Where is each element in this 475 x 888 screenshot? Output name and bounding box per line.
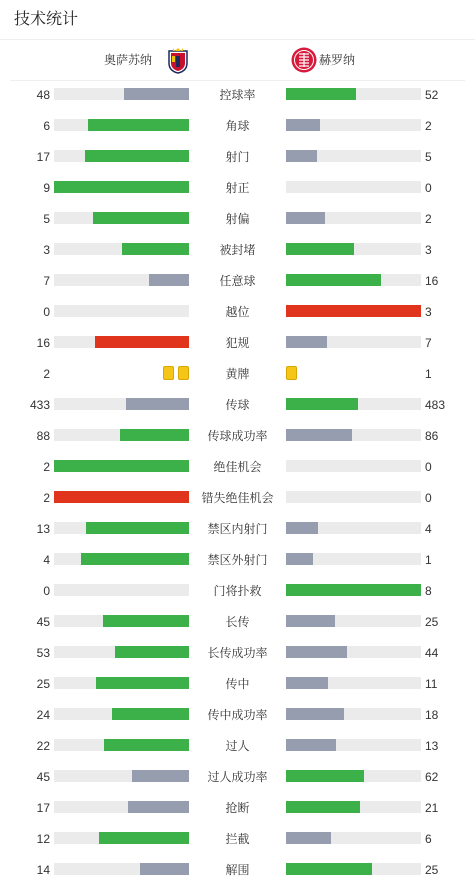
stat-row xyxy=(0,422,475,453)
away-stat-bar-fill xyxy=(286,770,364,782)
home-stat-value: 0 xyxy=(43,584,50,598)
home-stat-bar xyxy=(54,88,189,100)
home-stat-bar-fill xyxy=(85,150,189,162)
home-stat-bar xyxy=(54,491,189,503)
stat-label: 绝佳机会 xyxy=(213,460,262,474)
page-title: 技术统计 xyxy=(14,11,79,28)
away-stat-value: 8 xyxy=(425,584,432,598)
home-stat-bar-fill xyxy=(115,646,189,658)
away-stat-bar xyxy=(286,522,421,534)
away-stat-bar-fill xyxy=(286,553,313,565)
away-stat-bar-fill xyxy=(286,336,327,348)
stat-label: 射偏 xyxy=(225,212,250,226)
away-stat-bar-fill xyxy=(286,584,421,596)
stat-row xyxy=(0,639,475,670)
away-stat-value: 2 xyxy=(425,212,432,226)
osasuna-crest-icon[interactable] xyxy=(167,47,189,74)
stat-label: 长传 xyxy=(225,615,250,629)
away-stat-value: 16 xyxy=(425,274,439,288)
away-stat-bar-fill xyxy=(286,398,358,410)
stat-label: 门将扑救 xyxy=(213,584,262,598)
home-stat-bar xyxy=(54,305,189,317)
home-stat-bar xyxy=(54,243,189,255)
home-stat-bar-fill xyxy=(54,460,189,472)
away-stat-bar xyxy=(286,646,421,658)
home-stat-bar-fill xyxy=(140,863,189,875)
stat-label: 传球 xyxy=(225,398,250,412)
home-stat-bar xyxy=(54,615,189,627)
stat-row xyxy=(0,174,475,205)
home-stat-value: 53 xyxy=(36,646,50,660)
away-stat-bar-fill xyxy=(286,677,328,689)
home-stat-value: 16 xyxy=(36,336,50,350)
stat-row xyxy=(0,453,475,484)
stat-row xyxy=(0,732,475,763)
away-stat-bar-fill xyxy=(286,832,331,844)
home-stat-value: 2 xyxy=(43,491,50,505)
away-stat-value: 2 xyxy=(425,119,432,133)
stat-label: 被封堵 xyxy=(219,243,256,257)
home-stat-value: 14 xyxy=(36,863,50,877)
away-stat-value: 7 xyxy=(425,336,432,350)
stat-label: 传中成功率 xyxy=(207,708,268,722)
home-stat-value: 3 xyxy=(43,243,50,257)
away-stat-bar xyxy=(286,181,421,193)
home-stat-bar xyxy=(54,863,189,875)
away-stat-bar-fill xyxy=(286,305,421,317)
away-stat-bar xyxy=(286,429,421,441)
yellow-card-icon xyxy=(286,366,297,380)
stat-label: 越位 xyxy=(225,305,250,319)
home-stat-bar xyxy=(54,212,189,224)
away-stat-bar xyxy=(286,212,421,224)
stat-row xyxy=(0,298,475,329)
away-stat-value: 52 xyxy=(425,88,439,102)
home-stat-value: 13 xyxy=(36,522,50,536)
home-stat-bar xyxy=(54,770,189,782)
stat-label: 过人成功率 xyxy=(207,770,268,784)
away-stat-bar xyxy=(286,863,421,875)
stat-label: 拦截 xyxy=(225,832,250,846)
away-stat-bar-fill xyxy=(286,863,372,875)
home-stat-bar-fill xyxy=(120,429,189,441)
home-stat-bar xyxy=(54,646,189,658)
away-stat-bar-fill xyxy=(286,646,347,658)
home-stat-bar xyxy=(54,119,189,131)
stat-row xyxy=(0,267,475,298)
away-stat-bar xyxy=(286,491,421,503)
stat-row xyxy=(0,794,475,825)
home-stat-bar xyxy=(54,553,189,565)
stat-label: 禁区外射门 xyxy=(207,553,268,567)
away-stat-bar xyxy=(286,460,421,472)
away-stat-bar xyxy=(286,584,421,596)
home-stat-bar-fill xyxy=(88,119,189,131)
home-stat-bar-fill xyxy=(122,243,190,255)
away-stat-value: 25 xyxy=(425,863,439,877)
away-stat-value: 5 xyxy=(425,150,432,164)
home-stat-bar xyxy=(54,274,189,286)
home-stat-value: 17 xyxy=(36,150,50,164)
home-stat-bar xyxy=(54,801,189,813)
home-stat-value: 17 xyxy=(36,801,50,815)
stat-label: 射正 xyxy=(225,181,250,195)
stat-row xyxy=(0,515,475,546)
away-stat-bar xyxy=(286,150,421,162)
home-stat-bar-fill xyxy=(132,770,189,782)
home-stat-value: 433 xyxy=(29,398,50,412)
home-stat-bar-fill xyxy=(126,398,189,410)
away-stat-bar xyxy=(286,615,421,627)
stat-row xyxy=(0,205,475,236)
home-stat-value: 2 xyxy=(43,367,50,381)
away-stat-value: 6 xyxy=(425,832,432,846)
stat-label: 任意球 xyxy=(219,274,256,288)
home-stat-value: 88 xyxy=(36,429,50,443)
away-stat-bar xyxy=(286,119,421,131)
stat-row xyxy=(0,577,475,608)
away-stat-bar-fill xyxy=(286,88,356,100)
away-stat-value: 44 xyxy=(425,646,439,660)
home-stat-bar xyxy=(54,181,189,193)
away-team-name[interactable]: 赫罗纳 xyxy=(319,53,356,67)
away-stat-bar xyxy=(286,305,421,317)
away-stat-value: 4 xyxy=(425,522,432,536)
stat-label: 犯规 xyxy=(225,336,250,350)
away-stat-bar xyxy=(286,398,421,410)
away-stat-value: 18 xyxy=(425,708,439,722)
away-stat-bar-fill xyxy=(286,615,335,627)
home-stat-value: 12 xyxy=(36,832,50,846)
home-stat-value: 45 xyxy=(36,770,50,784)
home-stat-bar-fill xyxy=(112,708,189,720)
stat-row xyxy=(0,763,475,794)
away-stat-value: 62 xyxy=(425,770,439,784)
stat-row xyxy=(0,236,475,267)
home-stat-bar-fill xyxy=(99,832,189,844)
yellow-card-icon xyxy=(178,366,189,380)
home-stat-bar xyxy=(54,429,189,441)
home-stat-bar xyxy=(54,708,189,720)
away-stat-bar xyxy=(286,708,421,720)
home-stat-bar xyxy=(54,522,189,534)
away-stat-bar-fill xyxy=(286,212,325,224)
away-stat-bar-fill xyxy=(286,708,344,720)
away-stat-bar xyxy=(286,88,421,100)
home-stat-value: 4 xyxy=(43,553,50,567)
home-stat-bar-fill xyxy=(81,553,189,565)
away-stat-value: 13 xyxy=(425,739,439,753)
stat-label: 解围 xyxy=(225,863,250,877)
home-stat-bar xyxy=(54,336,189,348)
home-stat-value: 6 xyxy=(43,119,50,133)
home-team-name[interactable]: 奥萨苏纳 xyxy=(103,53,152,67)
home-stat-value: 7 xyxy=(43,274,50,288)
stat-label: 长传成功率 xyxy=(207,646,268,660)
home-stat-bar xyxy=(54,677,189,689)
stat-row xyxy=(0,484,475,515)
away-stat-bar xyxy=(286,770,421,782)
home-stat-bar-fill xyxy=(96,677,189,689)
stat-label: 黄牌 xyxy=(225,367,250,381)
away-stat-value: 1 xyxy=(425,553,432,567)
stat-row xyxy=(0,360,475,391)
home-stat-bar-fill xyxy=(93,212,189,224)
home-stat-value: 25 xyxy=(36,677,50,691)
away-stat-bar xyxy=(286,243,421,255)
away-stat-value: 0 xyxy=(425,491,432,505)
away-stat-bar-fill xyxy=(286,150,317,162)
home-stat-bar xyxy=(54,460,189,472)
home-stat-bar xyxy=(54,150,189,162)
stat-label: 传球成功率 xyxy=(207,429,268,443)
home-stat-bar-fill xyxy=(128,801,189,813)
home-stat-bar-fill xyxy=(103,615,189,627)
home-stat-bar xyxy=(54,398,189,410)
away-stat-bar-fill xyxy=(286,274,381,286)
away-stat-value: 21 xyxy=(425,801,439,815)
home-stat-value: 9 xyxy=(43,181,50,195)
home-stat-bar-fill xyxy=(54,181,189,193)
home-stat-bar-fill xyxy=(149,274,190,286)
stat-row xyxy=(0,856,475,887)
away-stat-bar xyxy=(286,274,421,286)
home-stat-bar-fill xyxy=(95,336,190,348)
home-stat-bar xyxy=(54,832,189,844)
away-stat-bar xyxy=(286,553,421,565)
away-stat-value: 483 xyxy=(425,398,446,412)
away-stat-bar-fill xyxy=(286,522,318,534)
home-stat-value: 0 xyxy=(43,305,50,319)
away-stat-bar xyxy=(286,677,421,689)
home-stat-value: 2 xyxy=(43,460,50,474)
away-stat-value: 0 xyxy=(425,181,432,195)
away-stat-bar-fill xyxy=(286,801,360,813)
away-stat-value: 86 xyxy=(425,429,439,443)
stat-row xyxy=(0,546,475,577)
home-stat-value: 5 xyxy=(43,212,50,226)
away-stat-bar xyxy=(286,832,421,844)
away-stat-value: 0 xyxy=(425,460,432,474)
stat-row xyxy=(0,701,475,732)
home-stat-value: 22 xyxy=(36,739,50,753)
stat-label: 抢断 xyxy=(225,801,250,815)
stat-row xyxy=(0,143,475,174)
stat-row xyxy=(0,670,475,701)
stats-header xyxy=(0,0,475,40)
away-stat-bar-fill xyxy=(286,429,352,441)
stat-label: 错失绝佳机会 xyxy=(201,491,274,505)
away-stat-bar xyxy=(286,801,421,813)
yellow-card-icon xyxy=(163,366,174,380)
away-stat-value: 11 xyxy=(425,677,438,691)
girona-crest-icon[interactable] xyxy=(291,47,317,73)
stat-row xyxy=(0,329,475,360)
home-stat-bar-fill xyxy=(54,491,189,503)
stat-label: 过人 xyxy=(225,739,250,753)
away-stat-value: 25 xyxy=(425,615,439,629)
home-stat-bar-fill xyxy=(86,522,189,534)
home-stat-bar-fill xyxy=(124,88,189,100)
away-stat-bar xyxy=(286,336,421,348)
home-stat-bar-fill xyxy=(104,739,189,751)
stat-label: 禁区内射门 xyxy=(207,522,268,536)
home-stat-value: 45 xyxy=(36,615,50,629)
away-stat-value: 3 xyxy=(425,243,432,257)
stat-row xyxy=(0,112,475,143)
stat-label: 射门 xyxy=(225,150,250,164)
stat-row xyxy=(0,825,475,856)
away-stat-value: 1 xyxy=(425,367,432,381)
stat-label: 控球率 xyxy=(219,88,256,102)
away-stat-value: 3 xyxy=(425,305,432,319)
away-stat-bar-fill xyxy=(286,119,320,131)
home-stat-bar xyxy=(54,739,189,751)
stat-row xyxy=(0,608,475,639)
stats-list xyxy=(0,81,475,887)
stat-label: 传中 xyxy=(225,677,250,691)
stat-row xyxy=(0,81,475,112)
stat-label: 角球 xyxy=(225,119,250,133)
home-stat-value: 48 xyxy=(36,88,50,102)
stat-row xyxy=(0,391,475,422)
teams-bar xyxy=(10,40,465,81)
home-stat-value: 24 xyxy=(36,708,50,722)
away-stat-bar-fill xyxy=(286,739,336,751)
home-stat-bar xyxy=(54,584,189,596)
away-stat-bar-fill xyxy=(286,243,354,255)
away-stat-bar xyxy=(286,739,421,751)
